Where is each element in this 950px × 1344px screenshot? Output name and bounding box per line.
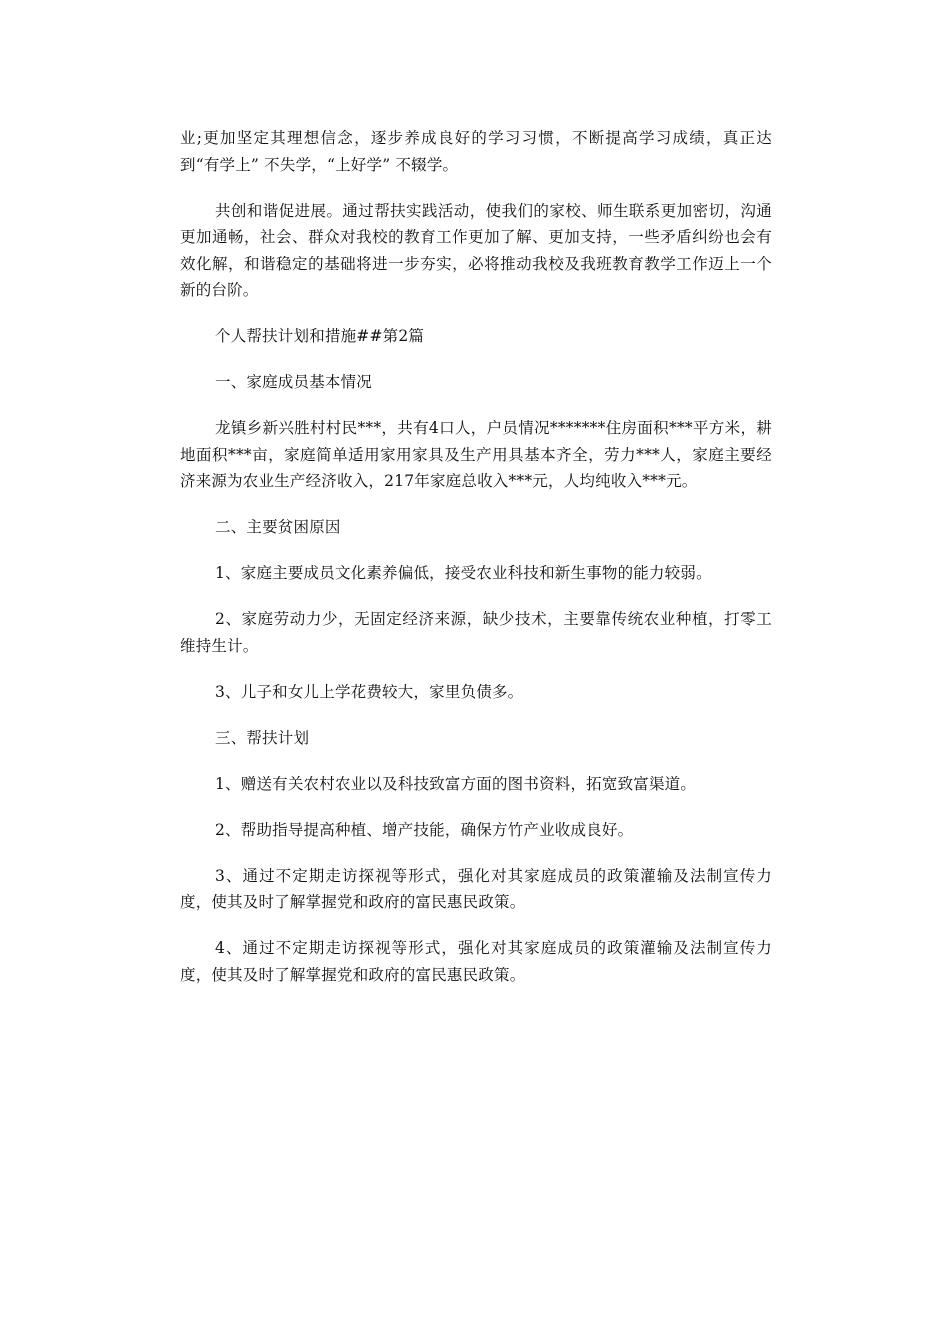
paragraph-family-info: 龙镇乡新兴胜村村民***，共有4口人，户员情况*******住房面积***平方米，耕地面积***亩，家庭简单适用家用家具及生产用具基本齐全，劳力***人，家庭主要经济来源为农业生产经济收入，217年家庭总收入***元，人均纯收入***元。	[180, 419, 772, 490]
heading-poverty-causes: 二、主要贫困原因	[215, 518, 341, 536]
plan-item-3: 3、通过不定期走访探视等形式，强化对其家庭成员的政策灌输及法制宣传力度，使其及时了解掌握党和政府的富民惠民政策。	[180, 866, 772, 911]
cause-item-1: 1、家庭主要成员文化素养偏低，接受农业科技和新生事物的能力较弱。	[215, 564, 712, 582]
paragraph-continuation: 业;更加坚定其理想信念，逐步养成良好的学习习惯，不断提高学习成绩，真正达到“有学上” 不失学，“上好学” 不辍学。	[180, 129, 772, 174]
paragraph-harmony: 共创和谐促进展。通过帮扶实践活动，使我们的家校、师生联系更加密切，沟通更加通畅，社会、群众对我校的教育工作更加了解、更加支持，一些矛盾纠纷也会有效化解，和谐稳定的基础将进一步夯实，必将推动我校及我班教育教学工作迈上一个新的台阶。	[180, 201, 772, 299]
document-page	[180, 125, 772, 1008]
plan-item-1: 1、赠送有关农村农业以及科技致富方面的图书资料，拓宽致富渠道。	[215, 774, 697, 793]
cause-item-3: 3、儿子和女儿上学花费较大，家里负债多。	[215, 682, 524, 701]
plan-item-2: 2、帮助指导提高种植、增产技能，确保方竹产业收成良好。	[215, 820, 634, 839]
heading-family-info: 一、家庭成员基本情况	[215, 373, 373, 391]
section-title: 个人帮扶计划和措施##第2篇	[215, 327, 425, 345]
heading-assistance-plan: 三、帮扶计划	[215, 728, 310, 747]
plan-item-4: 4、通过不定期走访探视等形式，强化对其家庭成员的政策灌输及法制宣传力度，使其及时了解掌握党和政府的富民惠民政策。	[180, 939, 772, 984]
cause-item-2: 2、家庭劳动力少，无固定经济来源，缺少技术，主要靠传统农业种植，打零工维持生计。	[180, 610, 772, 655]
